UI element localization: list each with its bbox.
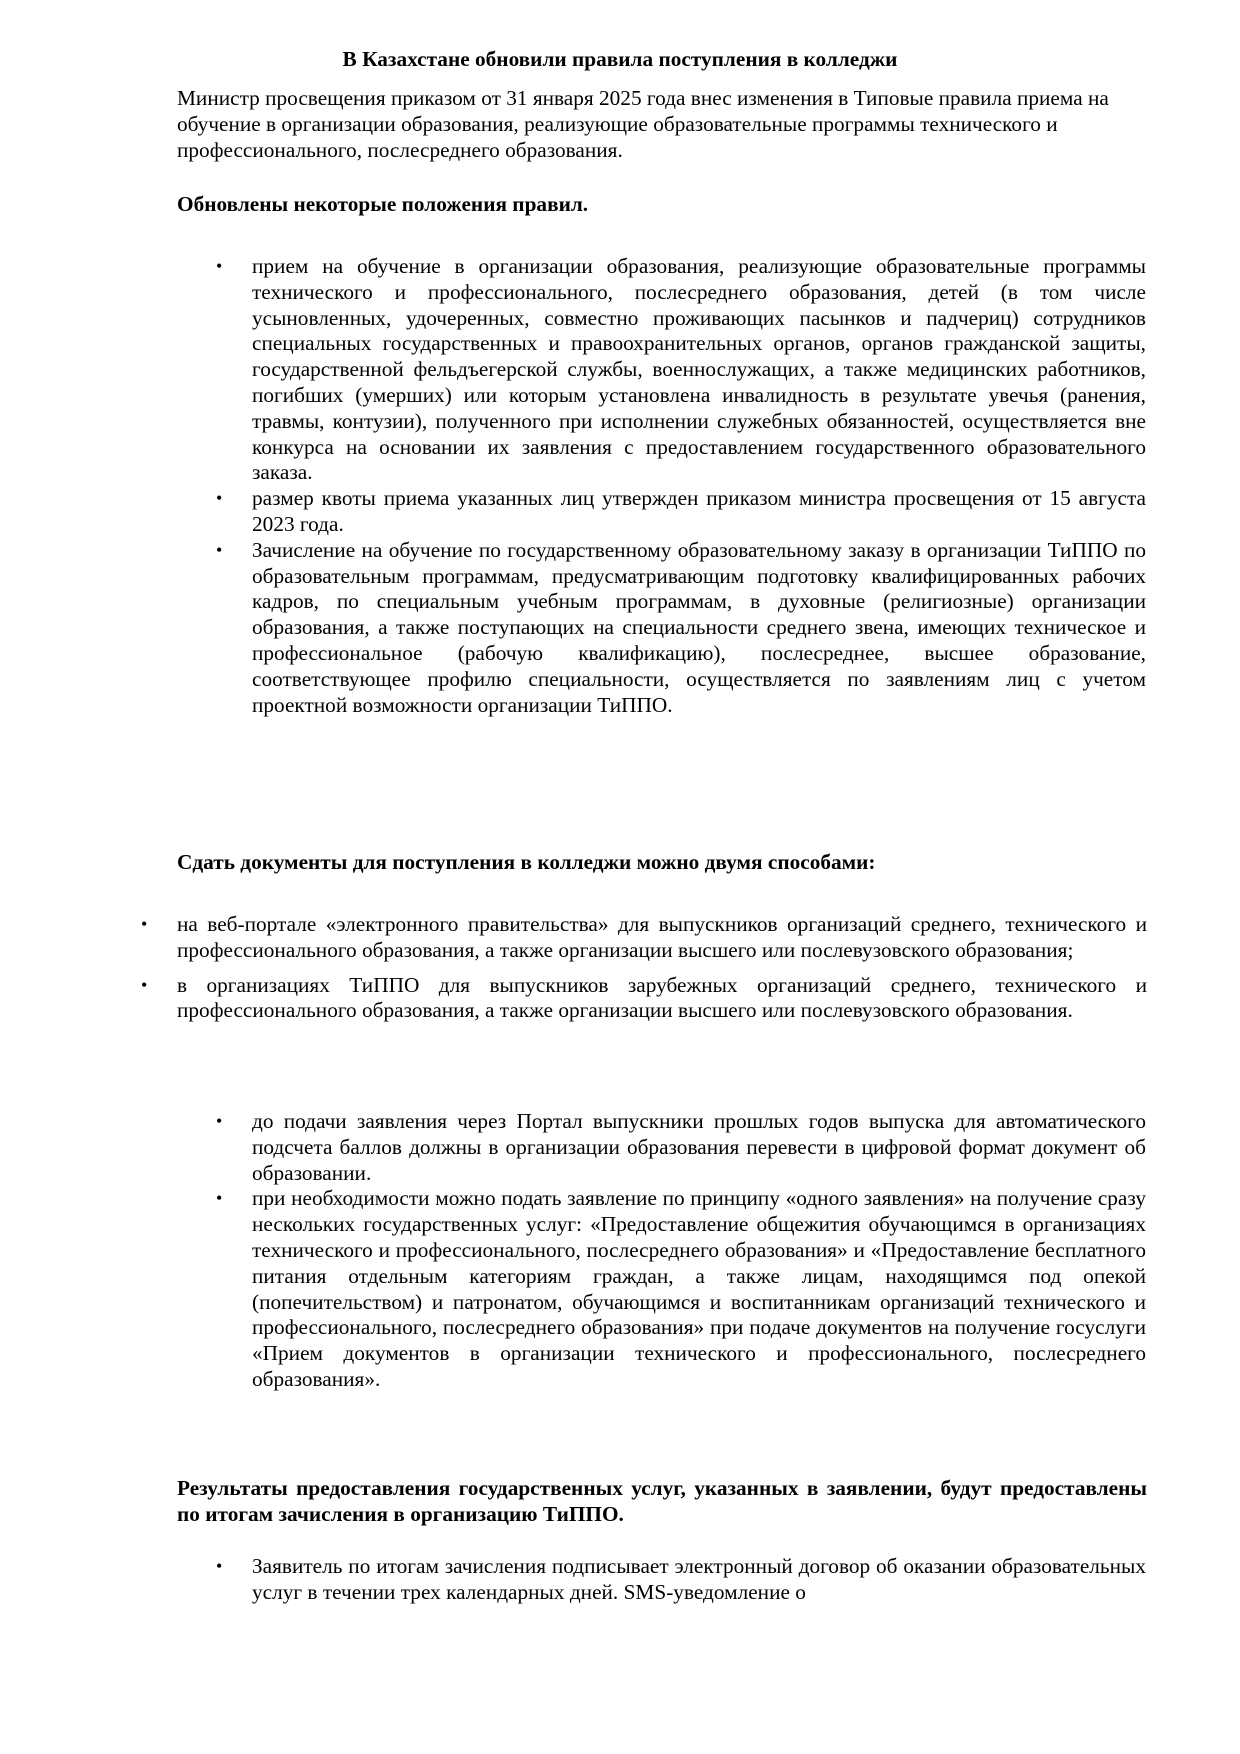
submission-methods-list (141, 912, 1147, 1033)
bullet-icon: • (216, 488, 223, 509)
section-heading-submission-methods: Сдать документы для поступления в колледжи можно двумя способами: (177, 850, 876, 874)
results-list (216, 1554, 1146, 1606)
list-item-text: до подачи заявления через Портал выпускники прошлых годов выпуска для автоматического подсчета баллов должны в организации образования перевести в цифровой формат документ об образовании. (252, 1109, 1146, 1185)
list-item-text: на веб-портале «электронного правительства» для выпускников организаций среднего, технического и профессионального образования, а также организации высшего или послевузовского образования; (177, 912, 1147, 962)
section-heading-results: Результаты предоставления государственных услуг, указанных в заявлении, будут предоставлены по итогам зачисления в организацию ТиППО. (177, 1476, 1147, 1526)
submission-notes-list (216, 1109, 1146, 1393)
document-title: В Казахстане обновили правила поступления в колледжи (342, 47, 898, 71)
list-item (216, 486, 1146, 538)
list-item (141, 912, 1147, 964)
list-item-text: Заявитель по итогам зачисления подписывает электронный договор об оказании образовательных услуг в течении трех календарных дней. SMS-уведомление о (252, 1554, 1146, 1604)
section-heading-updated-rules: Обновлены некоторые положения правил. (177, 192, 589, 216)
intro-paragraph: Министр просвещения приказом от 31 января 2025 года внес изменения в Типовые правила приема на обучение в организации образования, реализующие образовательные программы технического и профессионального, послесреднего образования. (177, 86, 1109, 162)
bullet-icon: • (216, 1111, 223, 1131)
list-item (216, 1186, 1146, 1392)
bullet-icon: • (141, 974, 148, 995)
list-item-text: при необходимости можно подать заявление по принципу «одного заявления» на получение сразу нескольких государственных услуг: «Предоставление общежития обучающимся в организациях технического и профессионального, послесреднего образования» и «Предоставление бесплатного питания отдельным категориям граждан, а также лицам, находящимся под опекой (попечительством) и патронатом, обучающимся и воспитанникам организаций технического и профессионального, послесреднего образования» при подаче документов на получение госуслуги «Прием документов в организации технического и профессионального, послесреднего образования». (252, 1186, 1146, 1391)
bullet-icon: • (216, 1188, 223, 1209)
list-item (216, 537, 1146, 719)
list-item (216, 1109, 1146, 1186)
updated-rules-list (216, 254, 1146, 718)
list-item-text: прием на обучение в организации образования, реализующие образовательные программы технического и профессионального, послесреднего образования, детей (в том числе усыновленных, удочеренных, совместно проживающих пасынков и падчериц) сотрудников специальных государственных и правоохранительных органов, органов гражданской защиты, государственной фельдъегерской службы, военнослужащих, а также медицинских работников, погибших (умерших) или которым установлена инвалидность в результате увечья (ранения, травмы, контузии), полученного при исполнении служебных обязанностей, осуществляется вне конкурса на основании их заявления с предоставлением государственного образовательного заказа. (252, 254, 1146, 485)
list-item-text: Зачисление на обучение по государственному образовательному заказу в организации ТиППО по образовательным программам, предусматривающим подготовку квалифицированных рабочих кадров, по специальным учебным программам, в духовные (религиозные) организации образования, а также поступающих на специальности среднего звена, имеющих техническое и профессиональное (рабочую квалификацию), послесреднее, высшее образование, соответствующее профилю специальности, осуществляется по заявлениям лиц с учетом проектной возможности организации ТиППО. (252, 537, 1146, 717)
bullet-icon: • (216, 539, 223, 560)
list-item (216, 1554, 1146, 1606)
bullet-icon: • (216, 1556, 223, 1576)
bullet-icon: • (216, 256, 223, 276)
list-item-text: в организациях ТиППО для выпускников зарубежных организаций среднего, технического и профессионального образования, а также организации высшего или послевузовского образования. (177, 972, 1147, 1023)
bullet-icon: • (141, 914, 148, 934)
list-item (141, 972, 1147, 1025)
list-item-text: размер квоты приема указанных лиц утвержден приказом министра просвещения от 15 августа 2023 года. (252, 486, 1146, 536)
list-item (216, 254, 1146, 486)
